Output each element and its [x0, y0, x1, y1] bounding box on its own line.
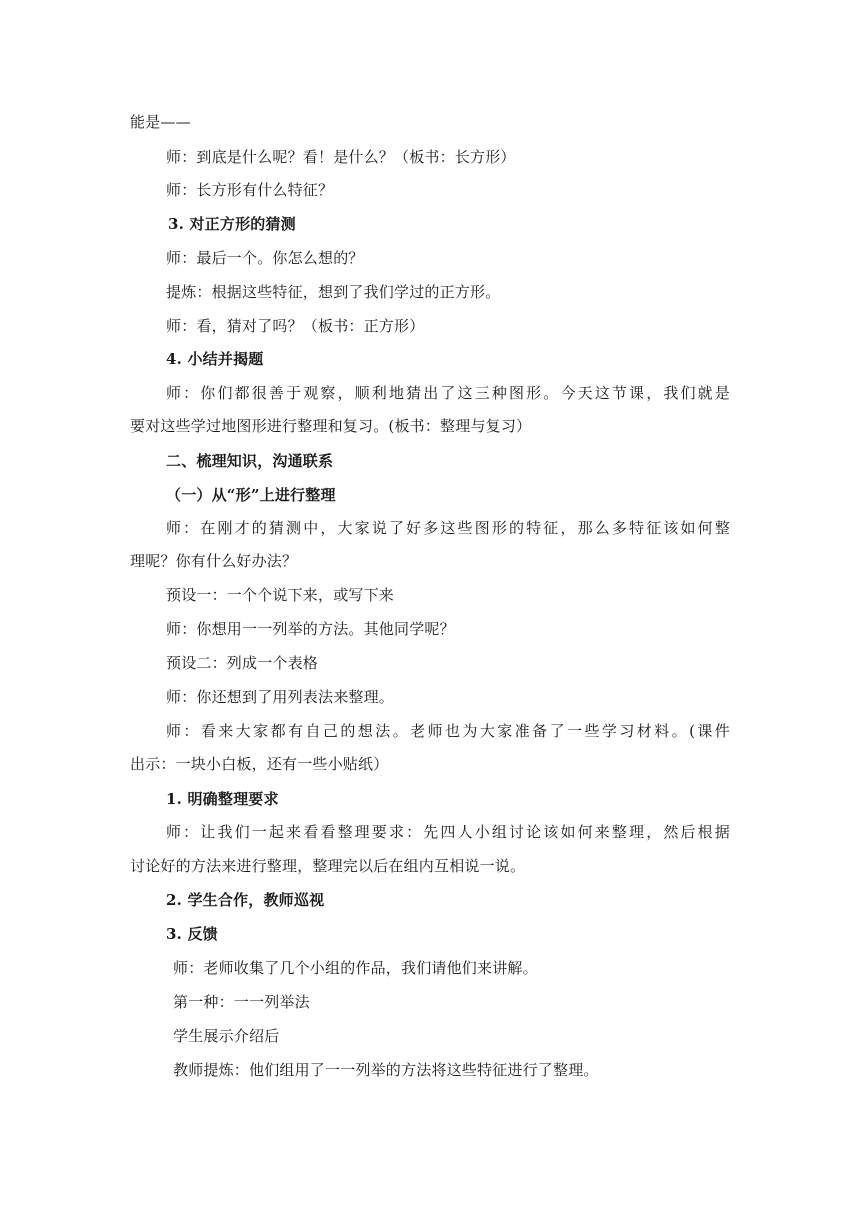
text-line: 师：最后一个。你怎么想的？	[166, 249, 364, 267]
section-heading: 1. 明确整理要求	[166, 790, 279, 808]
text-line: 师：让我们一起来看看整理要求：先四人小组讨论该如何来整理，然后根据	[166, 823, 730, 841]
text-line: 学生展示介绍后	[173, 1027, 280, 1045]
text-line: 提炼：根据这些特征，想到了我们学过的正方形。	[166, 283, 501, 301]
text-line: 师：你们都很善于观察，顺利地猜出了这三种图形。今天这节课，我们就是	[166, 384, 730, 402]
text-line: 预设一：一个个说下来，或写下来	[166, 586, 395, 604]
text-line: 第一种：一一列举法	[173, 993, 310, 1011]
text-line: 师：看，猜对了吗？（板书：正方形）	[166, 317, 425, 335]
text-line: 师：到底是什么呢？看！是什么？（板书：长方形）	[166, 148, 516, 166]
text-line: 师：老师收集了几个小组的作品，我们请他们来讲解。	[173, 959, 538, 977]
text-line: 预设二：列成一个表格	[166, 654, 319, 672]
section-heading: 2. 学生合作，教师巡视	[166, 891, 325, 909]
text-line: 能是——	[130, 113, 191, 131]
text-line: 师：长方形有什么特征？	[166, 181, 334, 199]
text-line: 教师提炼：他们组用了一一列举的方法将这些特征进行了整理。	[173, 1061, 599, 1079]
section-heading: 二、梳理知识，沟通联系	[166, 452, 334, 470]
text-line: 师：在刚才的猜测中，大家说了好多这些图形的特征，那么多特征该如何整	[166, 519, 730, 537]
text-line: 师：你想用一一列举的方法。其他同学呢？	[166, 620, 455, 638]
section-heading: （一）从“形”上进行整理	[166, 486, 336, 504]
text-line: 出示：一块小白板，还有一些小贴纸）	[130, 755, 389, 773]
section-heading: 3. 对正方形的猜测	[168, 215, 296, 233]
section-heading: 4. 小结并揭题	[166, 350, 264, 368]
text-line: 师：你还想到了用列表法来整理。	[166, 688, 395, 706]
text-line: 师：看来大家都有自己的想法。老师也为大家准备了一些学习材料。(课件	[166, 722, 730, 740]
section-heading: 3. 反馈	[166, 925, 218, 943]
text-line: 要对这些学过地图形进行整理和复习。(板书：整理与复习）	[130, 417, 532, 435]
text-line: 理呢？你有什么好办法？	[130, 552, 298, 570]
text-line: 讨论好的方法来进行整理，整理完以后在组内互相说一说。	[130, 857, 526, 875]
